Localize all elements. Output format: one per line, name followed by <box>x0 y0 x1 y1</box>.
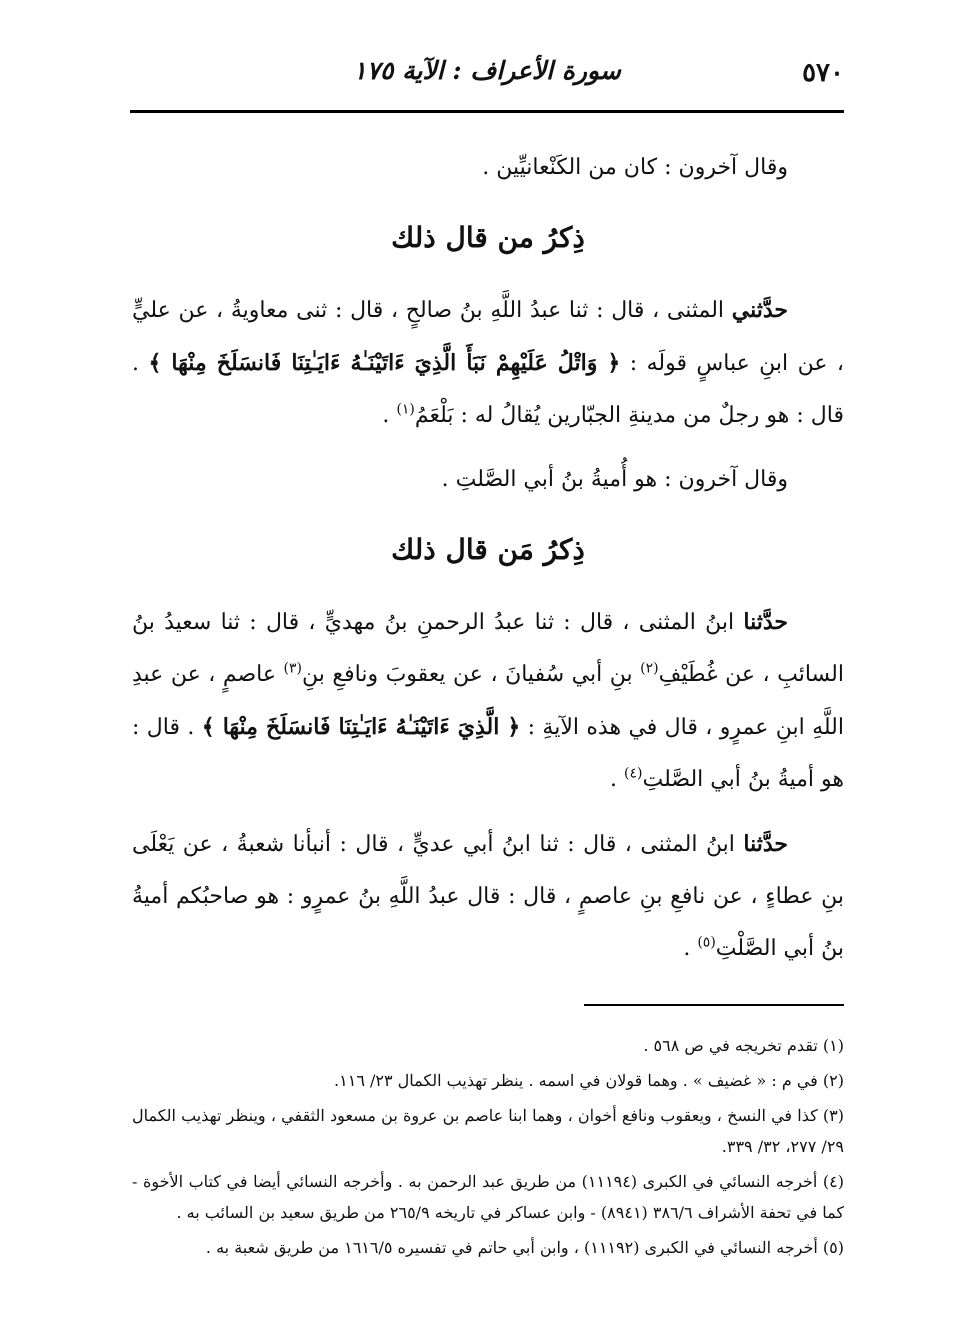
paragraph-text: . قال : هو رجلٌ من مدينةِ الجبّارين يُقالُ له : بَلْعَمُ <box>132 351 844 428</box>
footnote-rule <box>584 1004 844 1006</box>
quran-quote: ﴿ وَاتْلُ عَلَيْهِمْ نَبَأَ الَّذِيَ ءَاتَيْنَـٰهُ ءَايَـٰتِنَا فَانسَلَخَ مِنْهَا ﴾ <box>148 350 621 376</box>
paragraph-text: ابنُ المثنى ، قال : ثنا ابنُ أبي عديٍّ ، قال : أنبأنا شعبةُ ، عن يَعْلَى بنِ عطاءٍ ، عن نافعِ بنِ عاصمٍ ، قال : قال عبدُ اللَّهِ بنُ عمرٍو : هو صاحبُكم أميةُ بنُ أبي الصَّلْتِ <box>132 832 844 961</box>
paragraph-3: وقال آخرون : هو أُميةُ بنُ أبي الصَّلتِ . <box>441 467 788 492</box>
paragraph-4 <box>132 596 844 806</box>
paragraph-5 <box>132 818 844 975</box>
footnote-marker[interactable]: (٢) <box>640 660 659 677</box>
footnote-5: (٥) أخرجه النسائي في الكبرى (١١١٩٢) ، وابن أبي حاتم في تفسيره ١٦١٦/٥ من طريق شعبة به . <box>205 1238 844 1257</box>
footnote-marker[interactable]: (٣) <box>283 660 302 677</box>
section-heading-2: ذِكرُ مَن قال ذلك <box>391 533 585 566</box>
paragraph-text: المثنى ، قال : ثنا عبدُ اللَّهِ بنُ صالحٍ ، قال : ثنى معاويةُ ، عن عليٍّ ، عن ابنِ عباسٍ قولَه : <box>132 298 844 376</box>
footnote-2: (٢) في م : « غضيف » . وهما قولان في اسمه . ينظر تهذيب الكمال ٢٣/ ١١٦. <box>334 1071 844 1090</box>
page-header <box>130 52 844 102</box>
paragraph-end: . <box>683 936 698 961</box>
footnote-4: (٤) أخرجه النسائي في الكبرى (١١١٩٤) من طريق عبد الرحمن به . وأخرجه النسائي أيضا في كتاب الأخوة - كما في تحفة الأشراف ٣٨٦/٦ (٨٩٤١) - وابن عساكر في تاريخه ٢٦٥/٩ من طريق سعيد بن السائب به . <box>132 1172 844 1222</box>
page-number: ٥٧٠ <box>802 58 844 88</box>
paragraph-end: . <box>610 767 625 792</box>
paragraph-1: وقال آخرون : كان من الكَنْعانيِّين . <box>482 155 788 180</box>
footnote-marker[interactable]: (٥) <box>697 934 716 951</box>
narration-lead: حدَّثنا <box>743 609 788 635</box>
paragraph-text: ابنُ المثنى ، قال : ثنا عبدُ الرحمنِ بنُ مهديٍّ ، قال : ثنا سعيدُ بنُ السائبِ ، عن غُطَيْفِ <box>132 610 844 687</box>
main-text <box>132 142 844 987</box>
footnote-marker[interactable]: (١) <box>396 401 415 418</box>
paragraph-text: عاصمٍ ، عن عبدِ اللَّهِ ابنِ عمرٍو ، قال في هذه الآيةِ : <box>132 662 844 740</box>
paragraph-text: بنِ أبي سُفيانَ ، عن يعقوبَ ونافعِ بنِ <box>302 662 641 687</box>
paragraph-text: . قال : هو أميةُ بنُ أبي الصَّلتِ <box>132 715 844 792</box>
footnotes <box>132 1030 844 1267</box>
footnote-1: (١) تقدم تخريجه في ص ٥٦٨ . <box>643 1036 844 1055</box>
header-rule <box>130 110 844 113</box>
narration-lead: حدَّثني <box>731 297 788 323</box>
paragraph-end: . <box>382 403 397 428</box>
footnote-3: (٣) كذا في النسخ ، ويعقوب ونافع أخوان ، وهما ابنا عاصم بن عروة بن مسعود الثقفي ، وينظر تهذيب الكمال ٢٩/ ٢٧٧، ٣٢/ ٣٣٩. <box>132 1106 844 1156</box>
footnote-marker[interactable]: (٤) <box>624 765 643 782</box>
section-heading-1: ذِكرُ من قال ذلك <box>391 221 585 254</box>
running-head: سورة الأعراف : الآية ١٧٥ <box>353 56 621 85</box>
quran-quote: ﴿ الَّذِيَ ءَاتَيْنَـٰهُ ءَايَـٰتِنَا فَانسَلَخَ مِنْهَا ﴾ <box>201 714 521 740</box>
paragraph-2 <box>132 284 844 442</box>
narration-lead: حدَّثنا <box>743 831 788 857</box>
